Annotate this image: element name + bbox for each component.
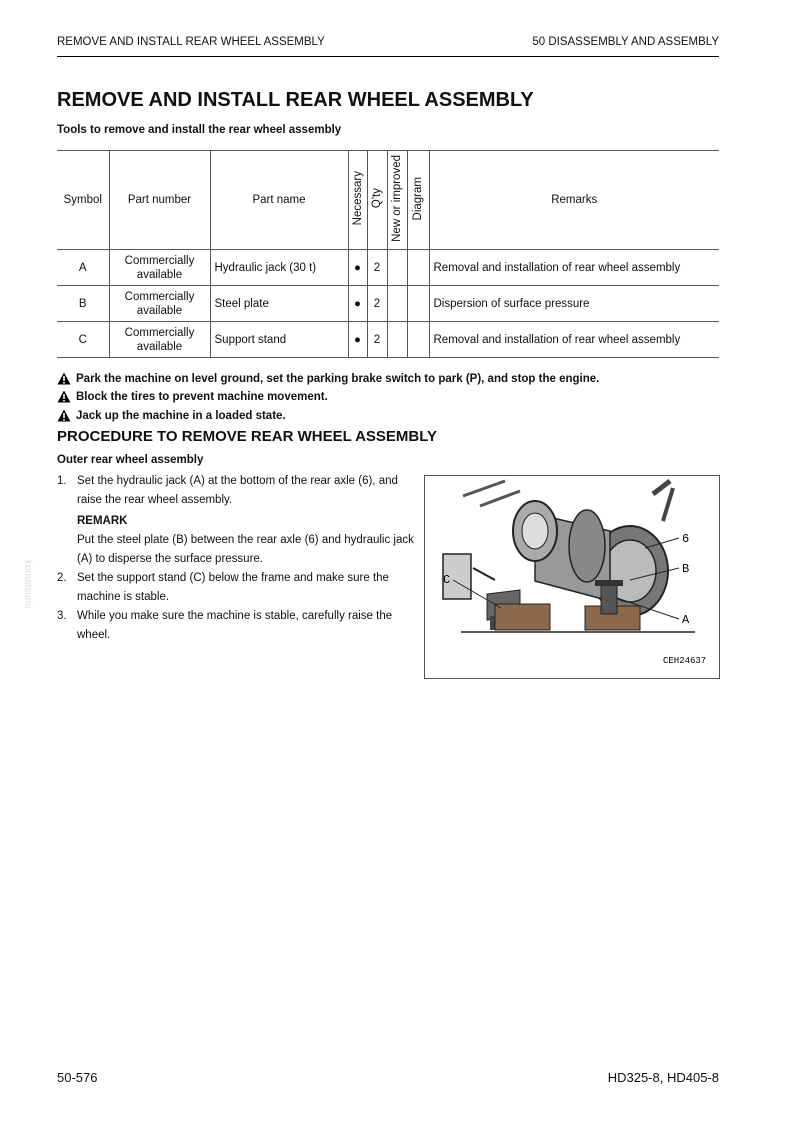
remark-heading: REMARK bbox=[77, 515, 128, 527]
col-necessary: Necessary bbox=[348, 151, 367, 250]
cell-part-number: Commercially available bbox=[109, 322, 210, 358]
table-row bbox=[57, 250, 719, 286]
header-left: REMOVE AND INSTALL REAR WHEEL ASSEMBLY bbox=[57, 36, 325, 48]
cell-necessary: ● bbox=[348, 250, 367, 286]
step-number: 2. bbox=[57, 572, 67, 584]
cell-diagram bbox=[407, 322, 429, 358]
cell-remarks: Removal and installation of rear wheel assembly bbox=[429, 250, 719, 286]
step-text: Set the support stand (C) below the frame and make sure the machine is stable. bbox=[77, 572, 389, 603]
cell-part-number: Commercially available bbox=[109, 286, 210, 322]
step-text: While you make sure the machine is stable, carefully raise the wheel. bbox=[77, 610, 393, 641]
warning-text: Block the tires to prevent machine movement. bbox=[76, 390, 328, 403]
cell-qty: 2 bbox=[367, 250, 387, 286]
cell-qty: 2 bbox=[367, 286, 387, 322]
col-qty: Q'ty bbox=[367, 151, 387, 250]
col-part-number: Part number bbox=[109, 151, 210, 250]
cell-symbol: A bbox=[57, 250, 109, 286]
cell-necessary: ● bbox=[348, 322, 367, 358]
cell-part-name: Hydraulic jack (30 t) bbox=[210, 250, 348, 286]
cell-qty: 2 bbox=[367, 322, 387, 358]
cell-new bbox=[387, 286, 407, 322]
page-number: 50-576 bbox=[57, 1070, 98, 1085]
warning-1 bbox=[57, 372, 599, 385]
label-c: C bbox=[443, 573, 451, 587]
warning-icon bbox=[57, 409, 71, 422]
page-title: REMOVE AND INSTALL REAR WHEEL ASSEMBLY bbox=[57, 89, 534, 111]
cell-necessary: ● bbox=[348, 286, 367, 322]
table-row bbox=[57, 286, 719, 322]
col-symbol: Symbol bbox=[57, 151, 109, 250]
page-header bbox=[57, 36, 719, 57]
col-part-name: Part name bbox=[210, 151, 348, 250]
warning-2 bbox=[57, 390, 328, 403]
watermark: komatsumi bbox=[22, 560, 33, 609]
cell-new bbox=[387, 250, 407, 286]
warning-icon bbox=[57, 390, 71, 403]
cell-remarks: Removal and installation of rear wheel assembly bbox=[429, 322, 719, 358]
col-remarks: Remarks bbox=[429, 151, 719, 250]
cell-diagram bbox=[407, 286, 429, 322]
rear-wheel-figure bbox=[424, 475, 720, 679]
model-numbers: HD325-8, HD405-8 bbox=[607, 1070, 719, 1085]
cell-part-number: Commercially available bbox=[109, 250, 210, 286]
col-diagram: Diagram bbox=[407, 151, 429, 250]
remark-text: Put the steel plate (B) between the rear axle (6) and hydraulic jack (A) to disperse the surface pressure. bbox=[77, 534, 414, 565]
warning-text: Jack up the machine in a loaded state. bbox=[76, 409, 286, 422]
step-2 bbox=[57, 569, 417, 607]
step-number: 1. bbox=[57, 475, 67, 487]
step-text: Set the hydraulic jack (A) at the bottom of the rear axle (6), and raise the rear wheel assembly. bbox=[77, 475, 398, 506]
table-row bbox=[57, 322, 719, 358]
col-new-improved: New or improved bbox=[387, 151, 407, 250]
warning-text: Park the machine on level ground, set the parking brake switch to park (P), and stop the engine. bbox=[76, 372, 600, 385]
rear-wheel-illustration bbox=[425, 476, 719, 678]
header-right: 50 DISASSEMBLY AND ASSEMBLY bbox=[532, 36, 719, 48]
cell-diagram bbox=[407, 250, 429, 286]
procedure-title: PROCEDURE TO REMOVE REAR WHEEL ASSEMBLY bbox=[57, 428, 438, 445]
label-6: 6 bbox=[682, 532, 690, 546]
step-number: 3. bbox=[57, 610, 67, 622]
cell-part-name: Support stand bbox=[210, 322, 348, 358]
tools-table bbox=[57, 150, 719, 358]
cell-symbol: C bbox=[57, 322, 109, 358]
tools-subtitle: Tools to remove and install the rear wheel assembly bbox=[57, 124, 342, 136]
label-b: B bbox=[682, 562, 690, 576]
cell-remarks: Dispersion of surface pressure bbox=[429, 286, 719, 322]
label-a: A bbox=[682, 613, 690, 627]
cell-part-name: Steel plate bbox=[210, 286, 348, 322]
procedure-steps bbox=[57, 472, 417, 645]
warning-3 bbox=[57, 409, 286, 422]
step-3 bbox=[57, 607, 417, 645]
cell-symbol: B bbox=[57, 286, 109, 322]
step-1 bbox=[57, 472, 417, 510]
figure-code: CEH24637 bbox=[663, 656, 707, 666]
section-heading: Outer rear wheel assembly bbox=[57, 454, 204, 466]
table-header-row bbox=[57, 151, 719, 250]
cell-new bbox=[387, 322, 407, 358]
page-footer bbox=[57, 1070, 719, 1085]
warning-icon bbox=[57, 372, 71, 385]
